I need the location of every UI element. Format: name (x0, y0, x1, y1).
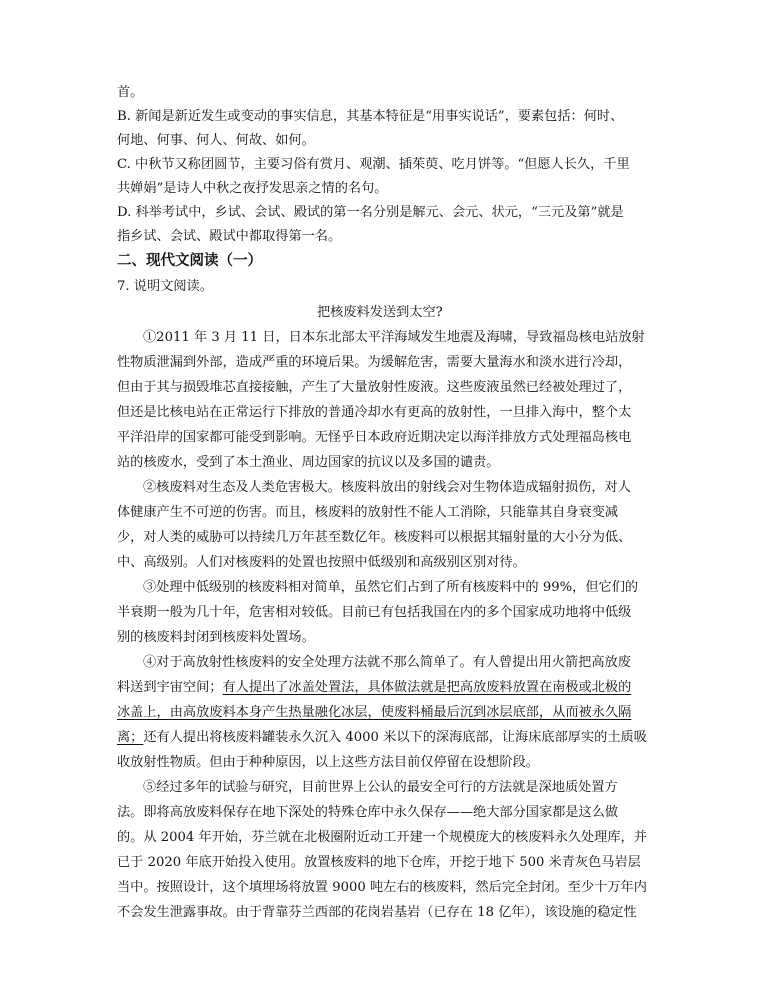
p1-line: 但由于其与损毁堆芯直接接触，产生了大量放射性废液。这些废液虽然已经被处理过了， (117, 380, 632, 395)
p5-line: 当中。按照设计，这个填埋场将放置 9000 吨左右的核废料，然后完全封闭。至少十万年内 (117, 880, 647, 895)
p1-line: 站的核废水，受到了本土渔业、周边国家的抗议以及多国的谴责。 (117, 455, 500, 470)
p1-line: ①2011 年 3 月 11 日，日本东北部太平洋海域发生地震及海啸，导致福岛核电站放射 (143, 330, 645, 345)
option-d-line-2: 指乡试、会试、殿试中都取得第一名。 (117, 229, 342, 244)
p4-plain-text: 还有人提出将核废料罐装永久沉入 4000 米以下的深海底部，让海床底部厚实的土质吸 (143, 730, 647, 745)
p1-line: 性物质泄漏到外部，造成严重的环境后果。为缓解危害，需要大量海水和淡水进行冷却， (117, 355, 632, 370)
option-c-line-2: 共婵娟”是诗人中秋之夜抒发思亲之情的名句。 (117, 181, 388, 196)
p4-underlined-line: 冰盖上，由高放废料本身产生热量融化冰层，使废料桶最后沉到冰层底部，从而被永久隔 (117, 705, 632, 720)
p2-line: 少，对人类的威胁可以持续几万年甚至数亿年。核废料可以根据其辐射量的大小分为低、 (117, 530, 632, 545)
option-d-line-1: D. 科举考试中，乡试、会试、殿试的第一名分别是解元、会元、状元，“三元及第”就是 (117, 205, 624, 220)
section-heading: 二、现代文阅读（一） (117, 253, 262, 269)
p4-line (117, 728, 647, 748)
option-c-line-1: C. 中秋节又称团圆节，主要习俗有赏月、观潮、插茱萸、吃月饼等。“但愿人长久，千里 (117, 157, 630, 172)
p3-line: ③处理中低级别的核废料相对简单，虽然它们占到了所有核废料中的 99%，但它们的 (143, 580, 639, 595)
p3-line: 半衰期一般为几十年，危害相对较低。目前已有包括我国在内的多个国家成功地将中低级 (117, 605, 632, 620)
p4-line: 收放射性物质。但由于种种原因，以上这些方法目前仅停留在设想阶段。 (117, 755, 539, 770)
option-b-line-1: B. 新闻是新近发生或变动的事实信息，其基本特征是“用事实说话”，要素包括：何时、 (117, 109, 624, 124)
p1-line: 但还是比核电站在正常运行下排放的普通冷却水有更高的放射性，一旦排入海中，整个太 (117, 405, 632, 420)
p5-line: 法。即将高放废料保存在地下深处的特殊仓库中永久保存——绝大部分国家都是这么做 (117, 805, 619, 820)
article-title: 把核废料发送到太空? (317, 305, 443, 320)
p2-line: ②核废料对生态及人类危害极大。核废料放出的射线会对生物体造成辐射损伤，对人 (143, 480, 631, 495)
p4-line (117, 678, 631, 698)
p5-line: 的。从 2004 年开始，芬兰就在北极圈附近动工开建一个规模庞大的核废料永久处理库，并 (117, 830, 647, 845)
p2-line: 体健康产生不可逆的伤害。而且，核废料的放射性不能人工消除，只能靠其自身衰变减 (117, 505, 619, 520)
p4-line: ④对于高放射性核废料的安全处理方法就不那么简单了。有人曾提出用火箭把高放废 (143, 655, 631, 670)
p2-line: 中、高级别。人们对核废料的处置也按照中低级别和高级别区别对待。 (117, 555, 526, 570)
p3-line: 别的核废料封闭到核废料处置场。 (117, 630, 315, 645)
p5-line: 已于 2020 年底开始投入使用。放置核废料的地下仓库，开挖于地下 500 米青灰色马岩层 (117, 855, 641, 870)
p5-line: ⑤经过多年的试验与研究，目前世界上公认的最安全可行的方法就是深地质处置方 (143, 780, 618, 795)
p1-line: 平洋沿岸的国家都可能受到影响。无怪乎日本政府近期决定以海洋排放方式处理福岛核电 (117, 430, 632, 445)
p4-plain-text: 料送到宇宙空间； (117, 680, 223, 695)
p4-underlined-text: 有人提出了冰盖处置法，具体做法就是把高放废料放置在南极或北极的 (222, 680, 632, 695)
p5-line: 不会发生泄露事故。由于背靠芬兰西部的花岗岩基岩（已存在 18 亿年），该设施的稳定性 (117, 905, 637, 920)
top-fragment: 首。 (117, 85, 144, 100)
option-b-line-2: 何地、何事、何人、何故、如何。 (117, 133, 315, 148)
question-label: 7. 说明文阅读。 (117, 279, 213, 294)
p4-underlined-text: 离； (117, 730, 144, 745)
